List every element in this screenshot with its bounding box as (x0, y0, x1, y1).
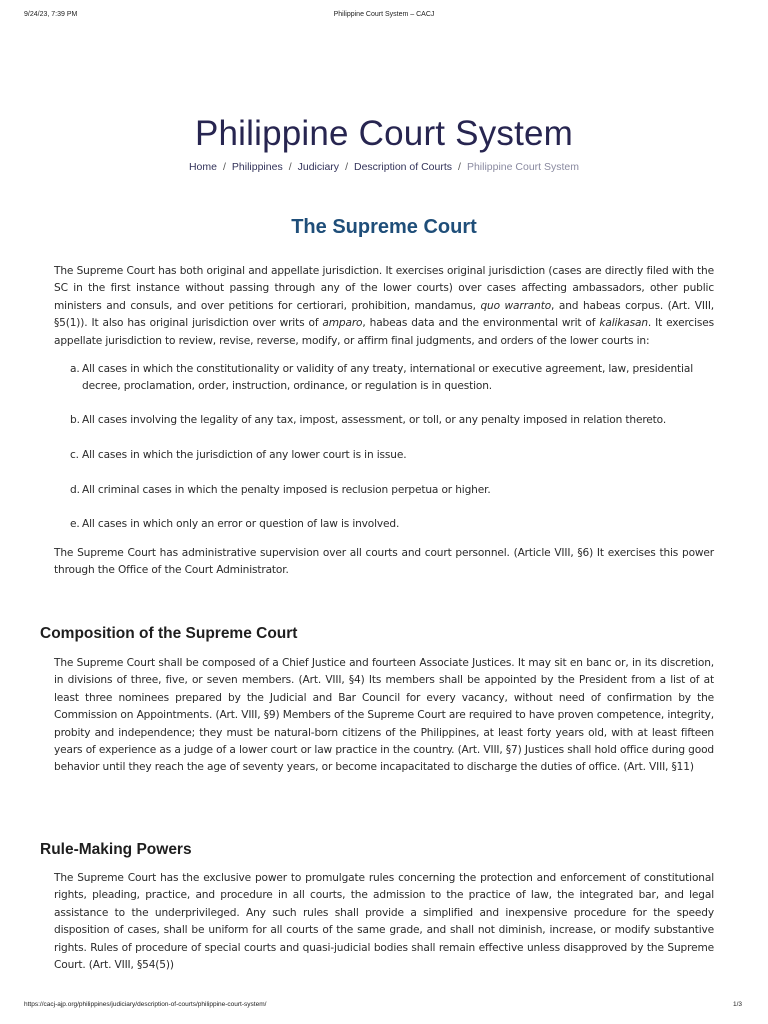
print-datetime: 9/24/23, 7:39 PM (24, 11, 78, 18)
admin-paragraph: The Supreme Court has administrative supervision over all courts and court personnel. (Article VIII, §6) It exercises this power through the Office of the Court Administrator. (54, 547, 714, 577)
list-item (70, 361, 714, 396)
section-title: The Supreme Court (291, 216, 477, 238)
list-marker: e. (70, 518, 80, 530)
list-text: All cases in which only an error or question of law is involved. (82, 518, 400, 530)
print-page-title: Philippine Court System – CACJ (333, 11, 435, 18)
list-text: All cases in which the constitutionality or validity of any treaty, international or executive agreement, law, presidential decree, proclamation, order, instruction, ordinance, or regulation is in question. (82, 363, 693, 393)
rule-making-heading: Rule-Making Powers (40, 841, 192, 858)
list-item (70, 482, 714, 499)
intro-text-4: . It exercises appellate jurisdiction to review, revise, reverse, modify, or affirm final judgments, and orders of the lower courts in: (54, 317, 715, 347)
list-text: All cases involving the legality of any tax, impost, assessment, or toll, or any penalty imposed in relation thereto. (82, 414, 667, 426)
breadcrumb-separator: / (222, 161, 226, 173)
list-item (70, 412, 714, 429)
composition-paragraph: The Supreme Court shall be composed of a Chief Justice and fourteen Associate Justices. It may sit en banc or, in its discretion, in divisions of three, five, or seven members. (Art. VIII, §4) Its members shall be appointed by the President from a list of at least three nominees prepared by the Judicial and Bar Council for every vacancy, without need of confirmation by the Commission on Appointments. (Art. VIII, §9) Members of the Supreme Court are required to have proven competence, integrity, probity and independence; they must be natural-born citizens of the Philippines, at least forty years old, with at least fifteen years of experience as a judge of a lower court or law practice in the country. (Art. VIII, §7) Justices shall hold office during good behavior until they reach the age of seventy years, or become incapacitated to discharge the duties of office. (Art. VIII, §11) (54, 657, 714, 774)
list-marker: d. (70, 484, 80, 496)
print-page-number: 1/3 (732, 1001, 742, 1008)
list-item (70, 516, 714, 533)
breadcrumb-separator: / (288, 161, 292, 173)
page-title: Philippine Court System (194, 114, 574, 153)
print-url: https://cacj-ajp.org/philippines/judiciary/description-of-courts/philippine-court-system/ (24, 1001, 267, 1008)
list-marker: b. (70, 414, 80, 426)
breadcrumb-home[interactable]: Home (188, 161, 217, 173)
breadcrumb-separator: / (345, 161, 348, 173)
breadcrumb-current: Philippine Court System (466, 161, 580, 173)
intro-italic-kalikasan: kalikasan (599, 317, 648, 330)
breadcrumb-philippines[interactable]: Philippines (231, 161, 283, 173)
print-header (0, 11, 768, 23)
composition-heading: Composition of the Supreme Court (40, 625, 298, 642)
list-marker: a. (70, 363, 80, 375)
list-text: All criminal cases in which the penalty imposed is reclusion perpetua or higher. (82, 484, 491, 496)
breadcrumb-separator: / (458, 161, 461, 173)
list-marker: c. (70, 449, 79, 461)
intro-italic-quo-warranto: quo warranto (480, 299, 552, 312)
intro-italic-amparo: amparo (322, 317, 363, 330)
intro-text-2: , and habeas corpus. (Art. VIII, §5(1)). It also has original jurisdiction over writs of (54, 299, 715, 330)
rule-making-paragraph: The Supreme Court has the exclusive power to promulgate rules concerning the protection and enforcement of constitutional rights, pleading, practice, and procedure in all courts, the admission to the practice of law, the integrated bar, and legal assistance to the underprivileged. Any such rules shall provide a simplified and inexpensive procedure for the speedy disposition of cases, shall be uniform for all courts of the same grade, and shall not diminish, increase, or modify substantive rights. Rules of procedure of special courts and quasi-judicial bodies shall remain effective unless disapproved by the Supreme Court. (Art. VIII, §54(5)) (54, 872, 714, 972)
list-item (70, 447, 714, 464)
list-text: All cases in which the jurisdiction of any lower court is in issue. (82, 449, 407, 461)
print-footer (0, 1001, 768, 1013)
breadcrumb (0, 161, 768, 173)
intro-text-1: The Supreme Court has both original and appellate jurisdiction. It exercises original jurisdiction (cases are directly filed with the SC in the first instance without passing through any of the lower courts) over cases affecting ambassadors, other public ministers and consuls, and over petitions for certiorari, prohibition, mandamus, (54, 265, 714, 312)
intro-text-3: , habeas data and the environmental writ of (362, 317, 600, 330)
breadcrumb-description-of-courts[interactable]: Description of Courts (353, 161, 453, 173)
intro-paragraph (54, 263, 714, 350)
breadcrumb-judiciary[interactable]: Judiciary (297, 161, 340, 173)
